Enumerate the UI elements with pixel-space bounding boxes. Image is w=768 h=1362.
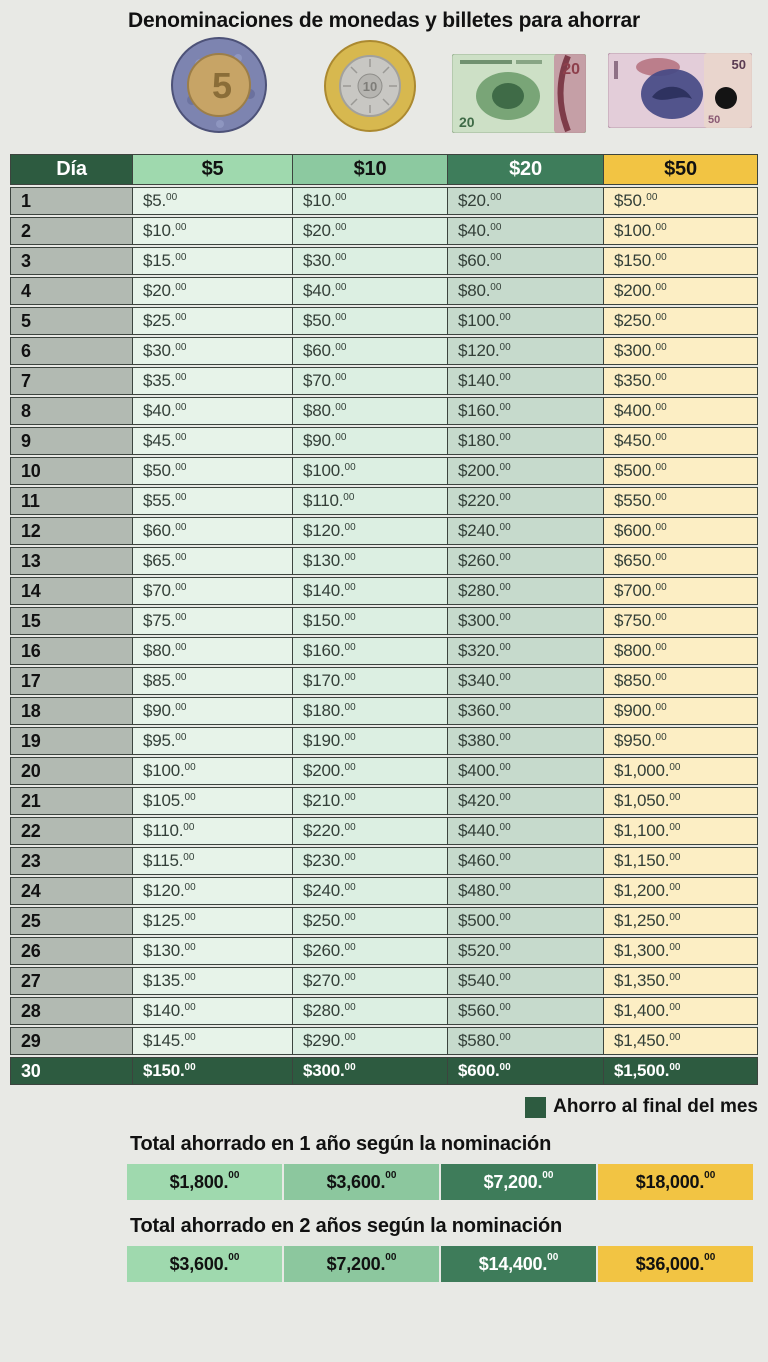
amount-cell: $100.00 xyxy=(448,307,604,335)
table-row xyxy=(10,277,758,305)
day-cell: 10 xyxy=(10,457,133,485)
amount-cell: $140.00 xyxy=(448,367,604,395)
day-cell: 15 xyxy=(10,607,133,635)
amount-cell: $240.00 xyxy=(293,877,448,905)
table-row xyxy=(10,517,758,545)
amount-cell: $80.00 xyxy=(448,277,604,305)
amount-cell: $500.00 xyxy=(448,907,604,935)
amount-cell: $70.00 xyxy=(293,367,448,395)
total-cell: $1,800. $^{00}$ xyxy=(127,1164,282,1200)
amount-cell: $750.00 xyxy=(604,607,758,635)
table-row xyxy=(10,877,758,905)
day-cell: 30 xyxy=(10,1057,133,1085)
amount-cell: $10.00 xyxy=(133,217,293,245)
table-row xyxy=(10,577,758,605)
amount-cell: $550.00 xyxy=(604,487,758,515)
amount-cell: $140.00 xyxy=(133,997,293,1025)
day-cell: 12 xyxy=(10,517,133,545)
amount-cell: $30.00 xyxy=(293,247,448,275)
amount-cell: $90.00 xyxy=(293,427,448,455)
amount-cell: $560.00 xyxy=(448,997,604,1025)
table-row xyxy=(10,697,758,725)
day-cell: 4 xyxy=(10,277,133,305)
legend xyxy=(10,1096,758,1118)
day-cell: 14 xyxy=(10,577,133,605)
amount-cell: $65.00 xyxy=(133,547,293,575)
amount-cell: $110.00 xyxy=(293,487,448,515)
amount-cell: $50.00 xyxy=(604,187,758,215)
table-row xyxy=(10,607,758,635)
amount-cell: $950.00 xyxy=(604,727,758,755)
totals-bar-2-years xyxy=(127,1246,753,1282)
amount-cell: $220.00 xyxy=(293,817,448,845)
amount-cell: $220.00 xyxy=(448,487,604,515)
amount-cell: $1,100.00 xyxy=(604,817,758,845)
table-row xyxy=(10,547,758,575)
table-row xyxy=(10,937,758,965)
amount-cell: $800.00 xyxy=(604,637,758,665)
amount-cell: $200.00 xyxy=(448,457,604,485)
table-row xyxy=(10,967,758,995)
amount-cell: $20.00 xyxy=(448,187,604,215)
amount-cell: $280.00 xyxy=(448,577,604,605)
amount-cell: $600.00 xyxy=(604,517,758,545)
savings-table-body xyxy=(10,187,758,1085)
totals-bar-1-year xyxy=(127,1164,753,1200)
total-cell: $7,200. $^{00}$ xyxy=(284,1246,439,1282)
amount-cell: $80.00 xyxy=(133,637,293,665)
amount-cell: $1,200.00 xyxy=(604,877,758,905)
amount-cell: $150.00 xyxy=(293,607,448,635)
total-cell: $18,000. $^{00}$ xyxy=(598,1164,753,1200)
amount-cell: $115.00 xyxy=(133,847,293,875)
amount-cell: $100.00 xyxy=(604,217,758,245)
amount-cell: $250.00 xyxy=(293,907,448,935)
amount-cell: $190.00 xyxy=(293,727,448,755)
coin-10-denomination: 10 xyxy=(362,79,378,94)
amount-cell: $20.00 xyxy=(293,217,448,245)
table-row xyxy=(10,787,758,815)
amount-cell: $5.00 xyxy=(133,187,293,215)
amount-cell: $120.00 xyxy=(133,877,293,905)
day-cell: 8 xyxy=(10,397,133,425)
day-cell: 26 xyxy=(10,937,133,965)
amount-cell: $60.00 xyxy=(133,517,293,545)
amount-cell: $150.00 xyxy=(133,1057,293,1085)
day-cell: 13 xyxy=(10,547,133,575)
amount-cell: $260.00 xyxy=(448,547,604,575)
column-header-20: $20 xyxy=(448,154,604,185)
amount-cell: $70.00 xyxy=(133,577,293,605)
amount-cell: $1,400.00 xyxy=(604,997,758,1025)
amount-cell: $400.00 xyxy=(604,397,758,425)
table-row xyxy=(10,907,758,935)
amount-cell: $300.00 xyxy=(448,607,604,635)
amount-cell: $60.00 xyxy=(293,337,448,365)
amount-cell: $90.00 xyxy=(133,697,293,725)
table-row xyxy=(10,307,758,335)
amount-cell: $100.00 xyxy=(133,757,293,785)
amount-cell: $320.00 xyxy=(448,637,604,665)
amount-cell: $200.00 xyxy=(293,757,448,785)
amount-cell: $135.00 xyxy=(133,967,293,995)
day-cell: 16 xyxy=(10,637,133,665)
total-cell: $36,000. $^{00}$ xyxy=(598,1246,753,1282)
amount-cell: $50.00 xyxy=(293,307,448,335)
amount-cell: $50.00 xyxy=(133,457,293,485)
amount-cell: $540.00 xyxy=(448,967,604,995)
savings-table xyxy=(10,152,758,1087)
fifty-peso-bill-image xyxy=(608,53,752,128)
page-title: Denominaciones de monedas y billetes para ahorrar xyxy=(128,9,640,32)
day-cell: 1 xyxy=(10,187,133,215)
total-cell: $14,400. $^{00}$ xyxy=(441,1246,596,1282)
amount-cell: $340.00 xyxy=(448,667,604,695)
amount-cell: $1,150.00 xyxy=(604,847,758,875)
total-cell: $3,600. $^{00}$ xyxy=(127,1246,282,1282)
table-row xyxy=(10,487,758,515)
amount-cell: $600.00 xyxy=(448,1057,604,1085)
total-1-year-heading: Total ahorrado en 1 año según la nominación xyxy=(130,1133,552,1155)
table-header-row xyxy=(10,154,758,185)
amount-cell: $15.00 xyxy=(133,247,293,275)
table-row xyxy=(10,187,758,215)
amount-cell: $20.00 xyxy=(133,277,293,305)
legend-label: Ahorro al final del mes xyxy=(553,1096,758,1117)
legend-swatch-icon xyxy=(525,1097,546,1118)
day-cell: 17 xyxy=(10,667,133,695)
amount-cell: $400.00 xyxy=(448,757,604,785)
day-cell: 23 xyxy=(10,847,133,875)
table-row xyxy=(10,1027,758,1055)
table-row xyxy=(10,217,758,245)
amount-cell: $450.00 xyxy=(604,427,758,455)
amount-cell: $700.00 xyxy=(604,577,758,605)
amount-cell: $55.00 xyxy=(133,487,293,515)
bill-20-denomination-lower: 20 xyxy=(459,114,475,130)
day-cell: 27 xyxy=(10,967,133,995)
amount-cell: $110.00 xyxy=(133,817,293,845)
amount-cell: $300.00 xyxy=(293,1057,448,1085)
day-cell: 29 xyxy=(10,1027,133,1055)
table-row xyxy=(10,397,758,425)
table-row xyxy=(10,817,758,845)
bill-20-denomination: 20 xyxy=(562,61,580,78)
amount-cell: $1,300.00 xyxy=(604,937,758,965)
amount-cell: $95.00 xyxy=(133,727,293,755)
amount-cell: $35.00 xyxy=(133,367,293,395)
twenty-peso-bill-image xyxy=(452,54,586,133)
amount-cell: $1,350.00 xyxy=(604,967,758,995)
amount-cell: $1,250.00 xyxy=(604,907,758,935)
amount-cell: $1,450.00 xyxy=(604,1027,758,1055)
day-cell: 19 xyxy=(10,727,133,755)
amount-cell: $100.00 xyxy=(293,457,448,485)
table-row xyxy=(10,247,758,275)
table-row xyxy=(10,637,758,665)
amount-cell: $480.00 xyxy=(448,877,604,905)
amount-cell: $270.00 xyxy=(293,967,448,995)
amount-cell: $520.00 xyxy=(448,937,604,965)
five-peso-coin-image xyxy=(170,36,268,134)
amount-cell: $1,050.00 xyxy=(604,787,758,815)
amount-cell: $250.00 xyxy=(604,307,758,335)
day-cell: 6 xyxy=(10,337,133,365)
amount-cell: $120.00 xyxy=(293,517,448,545)
ten-peso-coin-image xyxy=(323,39,417,133)
table-row xyxy=(10,757,758,785)
table-row xyxy=(10,997,758,1025)
amount-cell: $300.00 xyxy=(604,337,758,365)
amount-cell: $85.00 xyxy=(133,667,293,695)
amount-cell: $180.00 xyxy=(448,427,604,455)
day-cell: 22 xyxy=(10,817,133,845)
amount-cell: $360.00 xyxy=(448,697,604,725)
table-row xyxy=(10,427,758,455)
amount-cell: $160.00 xyxy=(448,397,604,425)
amount-cell: $130.00 xyxy=(133,937,293,965)
table-row xyxy=(10,1057,758,1085)
amount-cell: $75.00 xyxy=(133,607,293,635)
amount-cell: $380.00 xyxy=(448,727,604,755)
amount-cell: $40.00 xyxy=(448,217,604,245)
amount-cell: $150.00 xyxy=(604,247,758,275)
amount-cell: $650.00 xyxy=(604,547,758,575)
amount-cell: $80.00 xyxy=(293,397,448,425)
amount-cell: $145.00 xyxy=(133,1027,293,1055)
amount-cell: $900.00 xyxy=(604,697,758,725)
amount-cell: $25.00 xyxy=(133,307,293,335)
amount-cell: $500.00 xyxy=(604,457,758,485)
table-row xyxy=(10,367,758,395)
amount-cell: $440.00 xyxy=(448,817,604,845)
amount-cell: $460.00 xyxy=(448,847,604,875)
bill-50-denomination: 50 xyxy=(731,57,746,72)
amount-cell: $10.00 xyxy=(293,187,448,215)
day-cell: 5 xyxy=(10,307,133,335)
amount-cell: $170.00 xyxy=(293,667,448,695)
day-cell: 2 xyxy=(10,217,133,245)
column-header-50: $50 xyxy=(604,154,758,185)
table-row xyxy=(10,727,758,755)
day-cell: 11 xyxy=(10,487,133,515)
amount-cell: $120.00 xyxy=(448,337,604,365)
amount-cell: $45.00 xyxy=(133,427,293,455)
amount-cell: $420.00 xyxy=(448,787,604,815)
amount-cell: $30.00 xyxy=(133,337,293,365)
amount-cell: $160.00 xyxy=(293,637,448,665)
amount-cell: $260.00 xyxy=(293,937,448,965)
bill-50-denomination-lower: 50 xyxy=(708,114,721,126)
amount-cell: $40.00 xyxy=(133,397,293,425)
table-row xyxy=(10,337,758,365)
amount-cell: $40.00 xyxy=(293,277,448,305)
amount-cell: $290.00 xyxy=(293,1027,448,1055)
day-cell: 9 xyxy=(10,427,133,455)
amount-cell: $1,000.00 xyxy=(604,757,758,785)
amount-cell: $350.00 xyxy=(604,367,758,395)
amount-cell: $850.00 xyxy=(604,667,758,695)
amount-cell: $210.00 xyxy=(293,787,448,815)
amount-cell: $125.00 xyxy=(133,907,293,935)
column-header-5: $5 xyxy=(133,154,293,185)
total-2-years-heading: Total ahorrado en 2 años según la nominación xyxy=(130,1215,563,1237)
amount-cell: $230.00 xyxy=(293,847,448,875)
day-cell: 28 xyxy=(10,997,133,1025)
day-cell: 24 xyxy=(10,877,133,905)
total-cell: $7,200. $^{00}$ xyxy=(441,1164,596,1200)
day-cell: 25 xyxy=(10,907,133,935)
coin-5-denomination: 5 xyxy=(211,65,233,106)
amount-cell: $130.00 xyxy=(293,547,448,575)
table-row xyxy=(10,457,758,485)
amount-cell: $240.00 xyxy=(448,517,604,545)
header-section xyxy=(0,0,768,148)
table-row xyxy=(10,667,758,695)
amount-cell: $105.00 xyxy=(133,787,293,815)
day-cell: 21 xyxy=(10,787,133,815)
amount-cell: $60.00 xyxy=(448,247,604,275)
day-cell: 7 xyxy=(10,367,133,395)
total-cell: $3,600. $^{00}$ xyxy=(284,1164,439,1200)
amount-cell: $1,500.00 xyxy=(604,1057,758,1085)
column-header-dia: Día xyxy=(10,154,133,185)
amount-cell: $200.00 xyxy=(604,277,758,305)
day-cell: 20 xyxy=(10,757,133,785)
amount-cell: $580.00 xyxy=(448,1027,604,1055)
table-row xyxy=(10,847,758,875)
day-cell: 18 xyxy=(10,697,133,725)
day-cell: 3 xyxy=(10,247,133,275)
amount-cell: $280.00 xyxy=(293,997,448,1025)
amount-cell: $180.00 xyxy=(293,697,448,725)
column-header-10: $10 xyxy=(293,154,448,185)
amount-cell: $140.00 xyxy=(293,577,448,605)
